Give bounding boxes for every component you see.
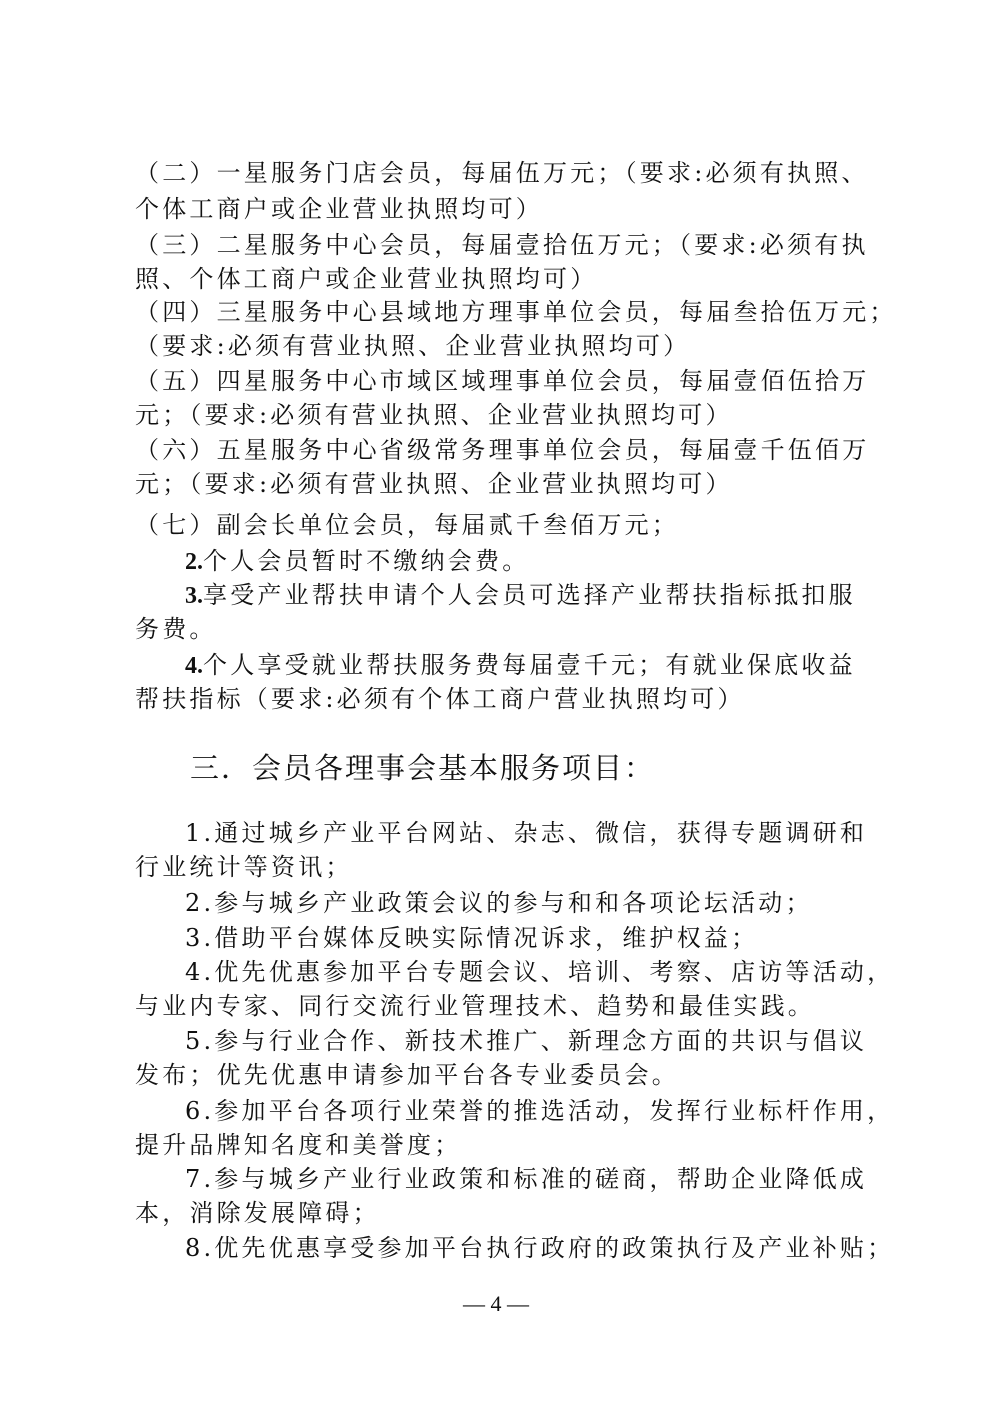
personal-item-2 xyxy=(185,546,870,577)
fee-item-5-line1: （五）四星服务中心市域区域理事单位会员，每届壹佰伍拾万 xyxy=(135,367,870,395)
personal-item-4-number: 4. xyxy=(185,653,203,679)
section-heading: 三．会员各理事会基本服务项目： xyxy=(190,751,656,785)
personal-item-2-number: 2. xyxy=(185,549,203,575)
fee-item-2-line1: （二）一星服务门店会员，每届伍万元；（要求:必须有执照、 xyxy=(135,159,869,187)
personal-item-2-text: 个人会员暂时不缴纳会费。 xyxy=(203,547,530,575)
personal-item-4-line2: 帮扶指标（要求:必须有个体工商户营业执照均可） xyxy=(135,685,745,713)
service-item-7-line1: 7.参与城乡产业行业政策和标准的磋商，帮助企业降低成 xyxy=(185,1165,868,1193)
service-item-1-line1: 1.通过城乡产业平台网站、杂志、微信，获得专题调研和 xyxy=(185,819,868,847)
fee-item-7-line1: （七）副会长单位会员，每届贰千叁佰万元； xyxy=(135,511,679,539)
service-item-6-line1: 6.参加平台各项行业荣誉的推选活动，发挥行业标杆作用， xyxy=(185,1097,895,1125)
personal-item-4 xyxy=(185,650,870,681)
service-item-5-line2: 发布；优先优惠申请参加平台各专业委员会。 xyxy=(135,1061,679,1089)
service-item-1-line2: 行业统计等资讯； xyxy=(135,853,353,881)
fee-item-4-line2: （要求:必须有营业执照、企业营业执照均可） xyxy=(135,332,691,360)
personal-item-3-line2: 务费。 xyxy=(135,615,217,643)
fee-item-3-line2: 照、个体工商户或企业营业执照均可） xyxy=(135,265,598,293)
personal-item-3-number: 3. xyxy=(185,583,203,609)
personal-item-3 xyxy=(185,580,870,611)
fee-item-6-line1: （六）五星服务中心省级常务理事单位会员，每届壹千伍佰万 xyxy=(135,436,870,464)
service-item-4-line2: 与业内专家、同行交流行业管理技术、趋势和最佳实践。 xyxy=(135,992,815,1020)
service-item-7-line2: 本，消除发展障碍； xyxy=(135,1199,380,1227)
fee-item-6-line2: 元；（要求:必须有营业执照、企业营业执照均可） xyxy=(135,470,733,498)
fee-item-5-line2: 元；（要求:必须有营业执照、企业营业执照均可） xyxy=(135,401,733,429)
personal-item-4-text: 个人享受就业帮扶服务费每届壹千元；有就业保底收益 xyxy=(203,651,856,679)
service-item-5-line1: 5.参与行业合作、新技术推广、新理念方面的共识与倡议 xyxy=(185,1027,868,1055)
fee-item-2-line2: 个体工商户或企业营业执照均可） xyxy=(135,195,543,223)
page-number: — 4 — xyxy=(463,1291,529,1316)
service-item-4-line1: 4.优先优惠参加平台专题会议、培训、考察、店访等活动， xyxy=(185,958,895,986)
fee-item-3-line1: （三）二星服务中心会员，每届壹拾伍万元；（要求:必须有执 xyxy=(135,231,869,259)
service-item-6-line2: 提升品牌知名度和美誉度； xyxy=(135,1131,462,1159)
service-item-2-line1: 2.参与城乡产业政策会议的参与和和各项论坛活动； xyxy=(185,889,813,917)
personal-item-3-text: 享受产业帮扶申请个人会员可选择产业帮扶指标抵扣服 xyxy=(203,581,856,609)
service-item-8-line1: 8.优先优惠享受参加平台执行政府的政策执行及产业补贴； xyxy=(185,1234,895,1262)
service-item-3-line1: 3.借助平台媒体反映实际情况诉求，维护权益； xyxy=(185,924,759,952)
fee-item-4-line1: （四）三星服务中心县域地方理事单位会员，每届叁拾伍万元； xyxy=(135,298,897,326)
